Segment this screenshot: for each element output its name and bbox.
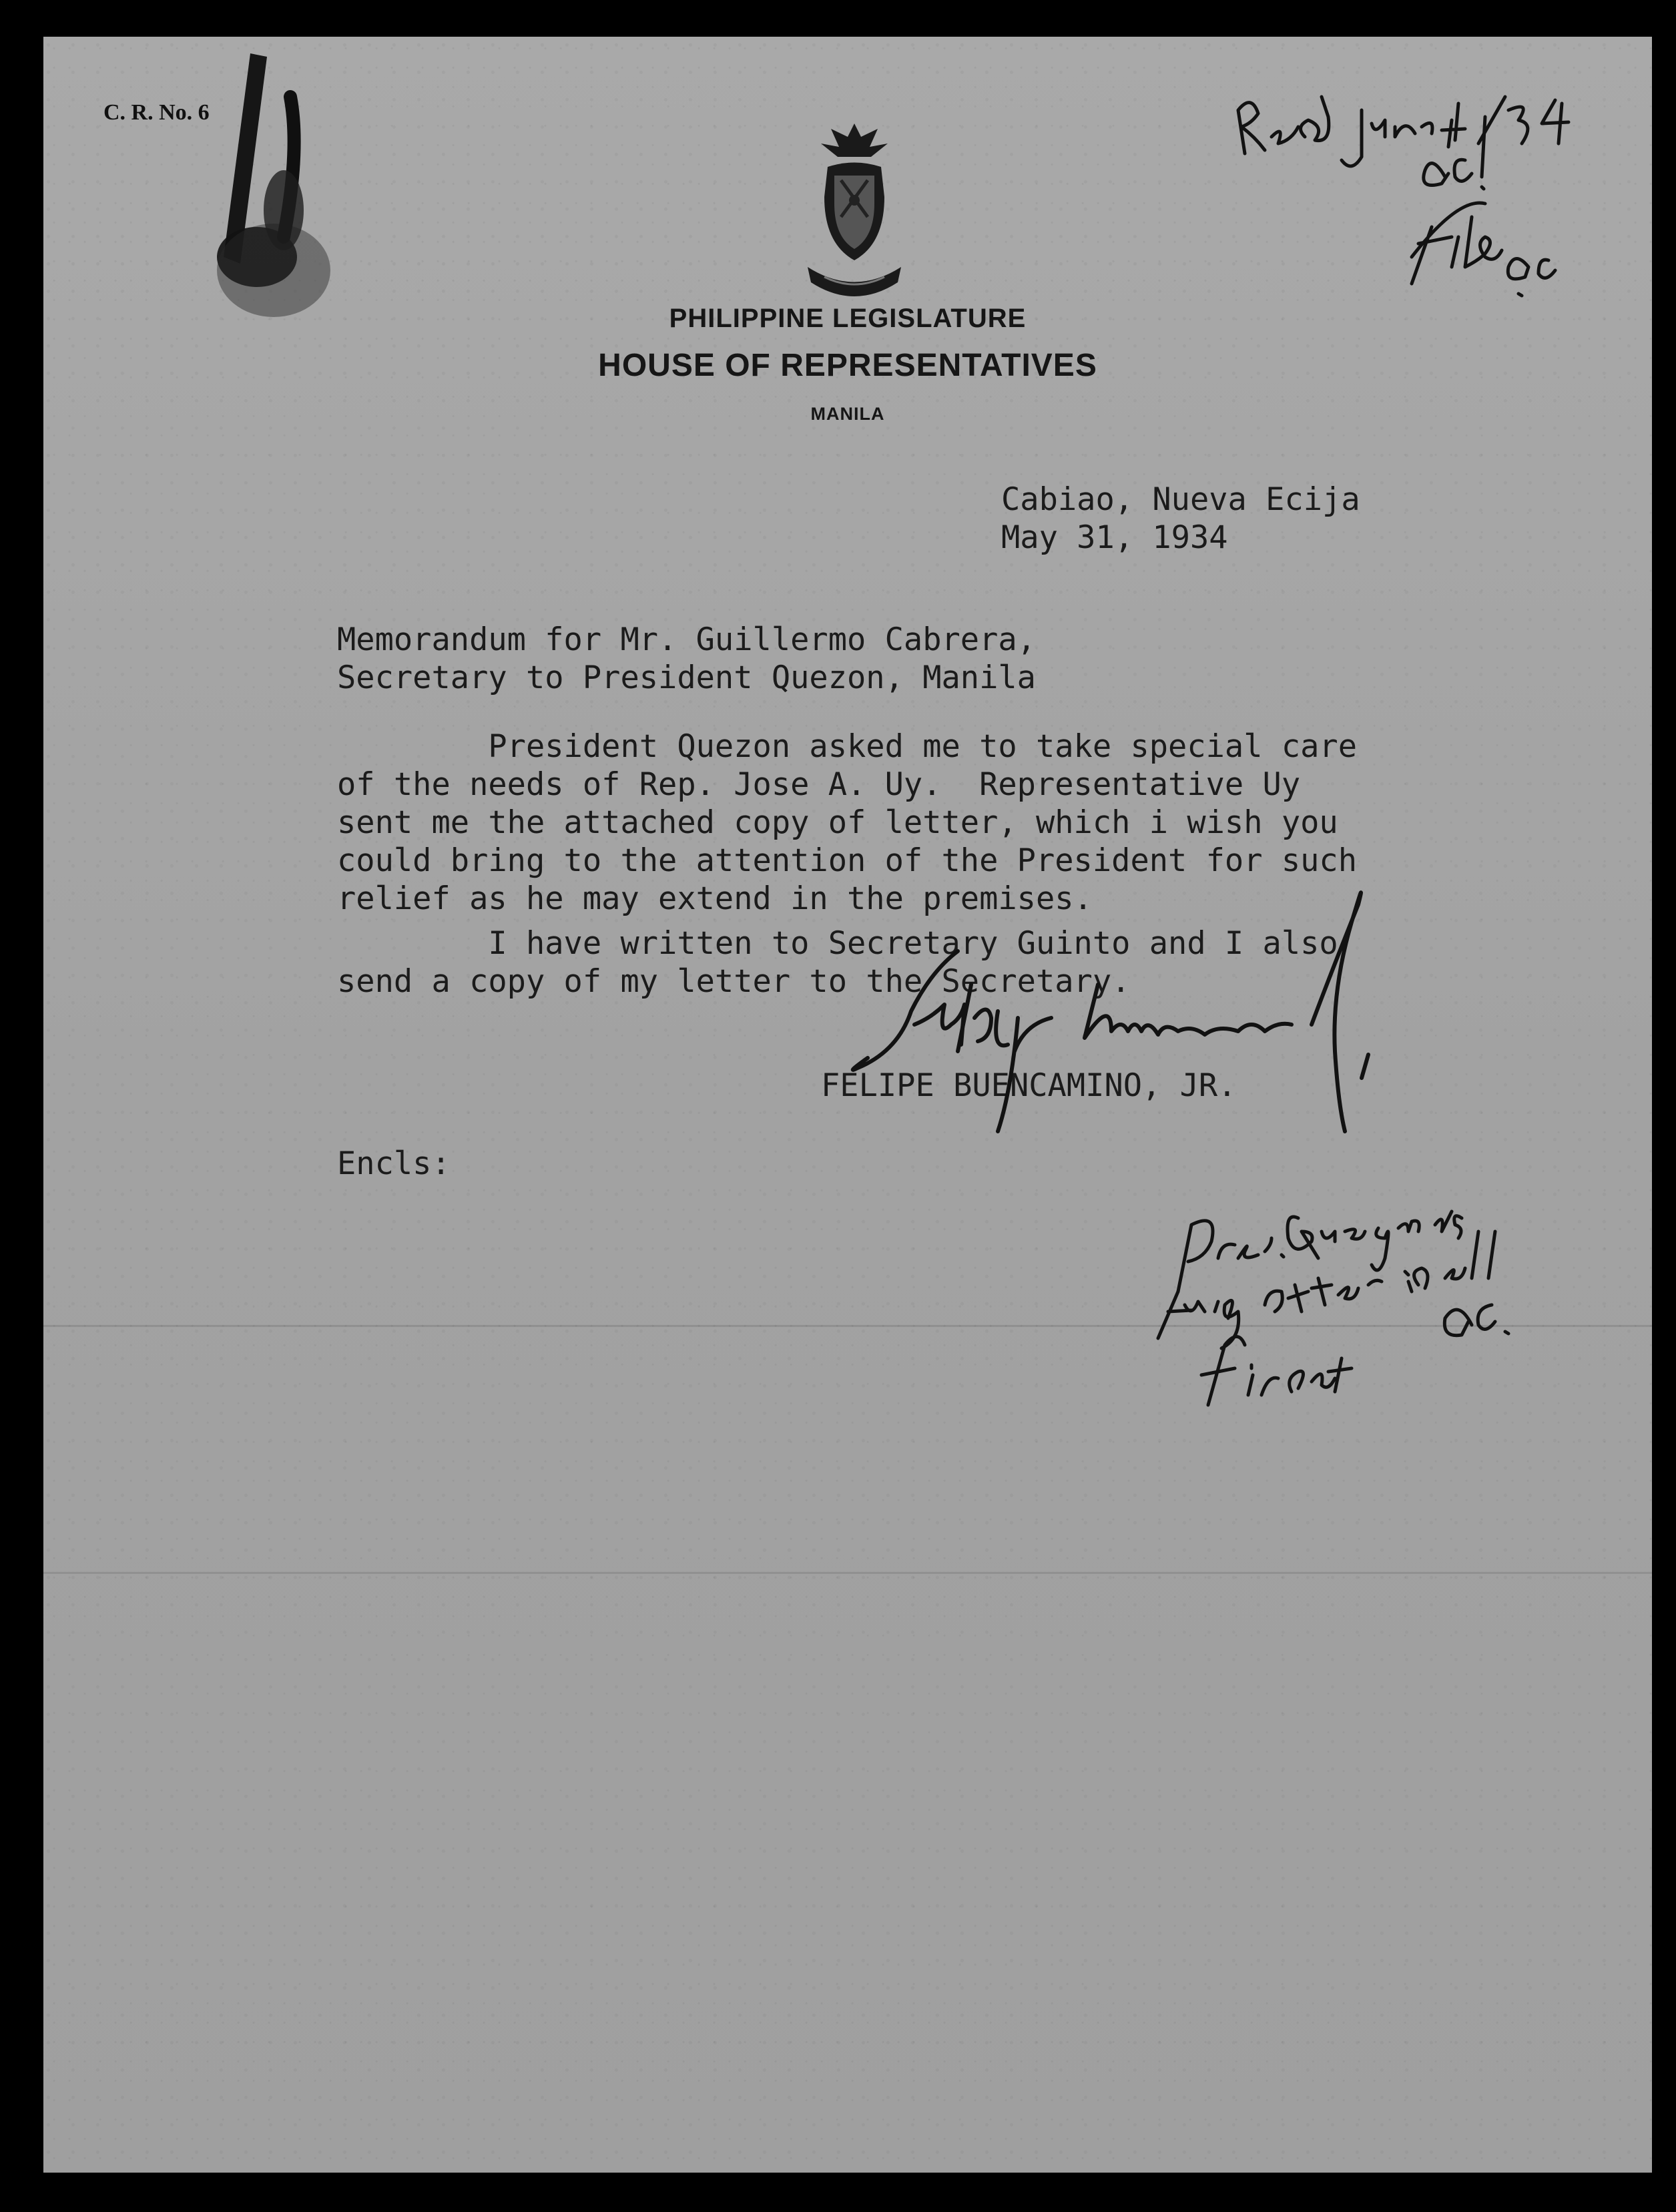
body-paragraph-2: I have written to Secretary Guinto and I also send a copy of my letter to the Secretary. (337, 925, 1338, 1000)
addressee-line-1: Memorandum for Mr. Guillermo Cabrera, (337, 621, 1036, 658)
fold-line (43, 1572, 1652, 1574)
addressee-line-2: Secretary to President Quezon, Manila (337, 659, 1036, 696)
ink-blot-icon (217, 53, 330, 317)
document-page (43, 37, 1652, 2173)
body-paragraph-1: President Quezon asked me to take special care of the needs of Rep. Jose A. Uy. Representative Uy sent me the attached copy of letter, which i wish you could bring to the attention of the President for such relief as he may extend in the premises. (337, 728, 1358, 917)
letterhead-city: MANILA (810, 404, 885, 424)
president-annotation (1158, 1211, 1508, 1405)
reference-number: C. R. No. 6 (103, 100, 210, 125)
fold-line (43, 1325, 1652, 1327)
received-annotation (1238, 97, 1569, 189)
letterhead-house: HOUSE OF REPRESENTATIVES (598, 348, 1097, 383)
file-annotation (1412, 203, 1555, 296)
enclosures-label: Encls: (337, 1145, 451, 1182)
house-seal-icon (784, 117, 924, 317)
letterhead-legislature: PHILIPPINE LEGISLATURE (669, 304, 1027, 333)
signatory-name: FELIPE BUENCAMINO, JR. (821, 1067, 1237, 1104)
letter-place: Cabiao, Nueva Ecija (1001, 481, 1360, 518)
letter-date: May 31, 1934 (1001, 519, 1228, 556)
